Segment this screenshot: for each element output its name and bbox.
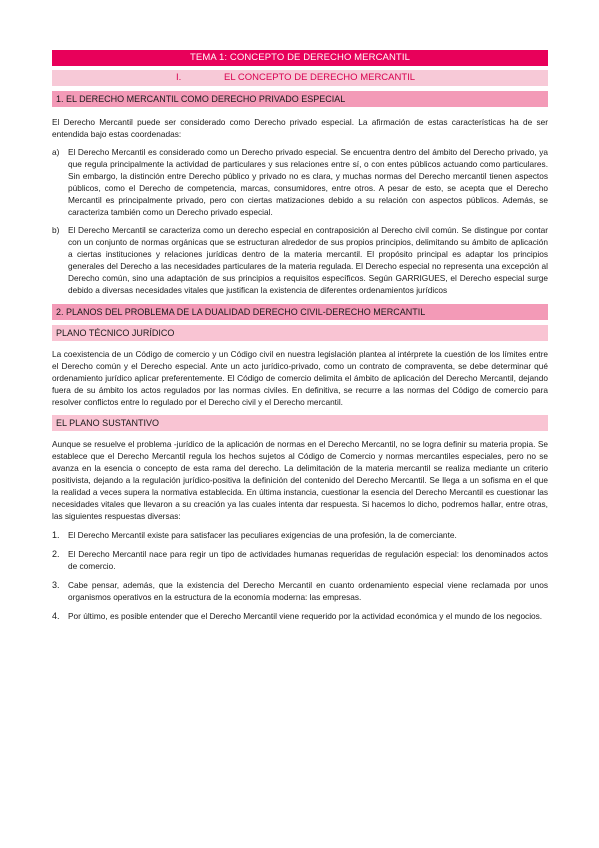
document-page bbox=[52, 50, 548, 622]
subsection-substantive-text: Aunque se resuelve el problema -jurídico de la aplicación de normas en el Derecho Mercantil, no se logra definir su materia propia. Se establece que el Derecho Mercantil regula los hechos sujetos al Código de Comercio y normas mercantiles especiales, pero no se avanza en la esencia o concepto de esta rama del derecho. La delimitación de la materia mercantil se realiza mediante un criterio positivista, dejando a la regulación jurídico-positiva la definición del contenido del Derecho Mercantil. Se llega a un sofisma en el que la realidad a veces supera la normativa establecida. En última instancia, cuestionar la esencia del Derecho Mercantil es cuestionar las necesidades vitales que llevaron a su creación ya las cuales intenta dar respuesta. Si hacemos lo dicho, podremos hallar, entre otras, las siguientes respuestas diversas: bbox=[52, 439, 548, 521]
list-item-b bbox=[52, 224, 548, 296]
list-item-text: Cabe pensar, además, que la existencia del Derecho Mercantil en cuanto ordenamiento especial viene reclamada por unos organismos operativos en la estructura de la economía moderna: las empresas. bbox=[68, 580, 548, 602]
list-item-text: El Derecho Mercantil nace para regir un tipo de actividades humanas requeridas de regulación especial: los denominados actos de comercio. bbox=[68, 549, 548, 571]
chapter-heading bbox=[52, 70, 548, 86]
page-title: TEMA 1: CONCEPTO DE DERECHO MERCANTIL bbox=[52, 50, 548, 66]
list-marker: b) bbox=[52, 225, 60, 235]
chapter-number: I. bbox=[176, 72, 182, 83]
list-marker: 4. bbox=[52, 611, 60, 621]
numbered-item-2 bbox=[52, 548, 548, 572]
list-marker: 2. bbox=[52, 549, 60, 559]
section-2-heading: 2. PLANOS DEL PROBLEMA DE LA DUALIDAD DERECHO CIVIL-DERECHO MERCANTIL bbox=[52, 304, 548, 320]
list-item-text: Por último, es posible entender que el Derecho Mercantil viene requerido por la actividad económica y el mundo de los negocios. bbox=[68, 611, 543, 621]
section-1-heading: 1. EL DERECHO MERCANTIL COMO DERECHO PRIVADO ESPECIAL bbox=[52, 91, 548, 107]
numbered-item-4 bbox=[52, 610, 548, 622]
list-item-text: El Derecho Mercantil existe para satisfacer las peculiares exigencias de una profesión, la de comerciante. bbox=[68, 530, 457, 540]
list-marker: 3. bbox=[52, 580, 60, 590]
numbered-item-1 bbox=[52, 529, 548, 541]
list-item-a bbox=[52, 146, 548, 218]
list-item-text: El Derecho Mercantil es considerado como un Derecho privado especial. Se encuentra dentro del ámbito del Derecho privado, ya que regula principalmente la actividad de particulares y sus relaciones entre sí, o con entes públicos actuando como particulares. Sin embargo, la distinción entre Derecho público y privado no es clara, y muchas normas del Derecho mercantil tienen aspectos públicos, como el Derecho de competencia, marcas, consumidores, entre otros. A pesar de esto, se acepta que el Derecho Mercantil es principalmente privado, pero con ciertas matizaciones debido a su relación con aspectos públicos. Además, se caracteriza también como un Derecho privado especial. bbox=[68, 147, 548, 217]
list-item-text: El Derecho Mercantil se caracteriza como un derecho especial en contraposición al Derecho civil común. Se distingue por contar con un conjunto de normas orgánicas que se estructuran alrededor de sus propios principios, delimitando su ámbito de aplicación a ciertas instituciones y relaciones jurídicas dentro de la materia mercantil. El propósito principal es adaptar los principios generales del Derecho a las necesidades particulares de la materia regulada. El Derecho especial no representa una excepción al Derecho común, sino una adaptación de sus principios a requisitos específicos. Según GARRIGUES, el Derecho especial surge debido a diversas necesidades vitales que justifican la existencia de diferentes ordenamientos jurídicos bbox=[68, 225, 548, 295]
list-marker: a) bbox=[52, 147, 60, 157]
subsection-substantive-heading: EL PLANO SUSTANTIVO bbox=[52, 415, 548, 431]
subsection-technical-heading: PLANO TÉCNICO JURÍDICO bbox=[52, 325, 548, 341]
numbered-item-3 bbox=[52, 579, 548, 603]
list-marker: 1. bbox=[52, 530, 60, 540]
subsection-technical-text: La coexistencia de un Código de comercio y un Código civil en nuestra legislación plantea al intérprete la cuestión de los límites entre el Derecho común y el Derecho especial. Ante un acto jurídico-privado, como un contrato de compraventa, se debe determinar qué ordenamiento jurídico aplicar preferentemente. El Código de comercio delimita el ámbito de aplicación del Derecho Mercantil, dejando fuera de su ámbito los actos regulados por las normas civiles. En definitiva, se recurre a las normas del Código de comercio para resolver conflictos entre lo regulado por el Derecho civil y el Derecho mercantil. bbox=[52, 349, 548, 407]
section-1-intro: El Derecho Mercantil puede ser considerado como Derecho privado especial. La afirmación de estas características ha de ser entendida bajo estas coordenadas: bbox=[52, 117, 548, 139]
chapter-title: EL CONCEPTO DE DERECHO MERCANTIL bbox=[224, 72, 416, 83]
